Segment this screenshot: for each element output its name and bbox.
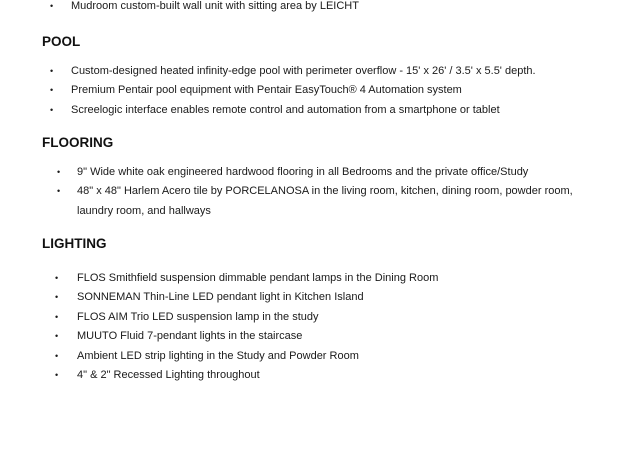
list-item xyxy=(50,101,536,120)
list-item-text: Custom-designed heated infinity-edge pool with perimeter overflow - 15' x 26' / 3.5' x 5.5' depth. xyxy=(71,65,536,77)
list-item xyxy=(50,81,536,100)
bullet-icon: • xyxy=(50,104,54,115)
section-heading-lighting: LIGHTING xyxy=(42,236,107,251)
bullet-icon: • xyxy=(55,350,59,361)
list-item-text: 9" Wide white oak engineered hardwood flooring in all Bedrooms and the private office/Study xyxy=(77,166,529,178)
list-item-text: FLOS Smithfield suspension dimmable pendant lamps in the Dining Room xyxy=(77,272,439,284)
list-item xyxy=(50,62,536,81)
section-heading-flooring: FLOORING xyxy=(42,135,114,150)
bullet-icon: • xyxy=(50,1,54,11)
list-item xyxy=(55,288,438,307)
list-item xyxy=(55,327,438,346)
lighting-list xyxy=(55,269,439,385)
list-item xyxy=(55,347,438,366)
list-item xyxy=(55,308,438,327)
flooring-list xyxy=(57,163,573,221)
list-item-text: FLOS AIM Trio LED suspension lamp in the study xyxy=(77,310,319,323)
bullet-icon: • xyxy=(50,85,54,96)
bullet-icon: • xyxy=(55,292,59,303)
bullet-icon: • xyxy=(55,370,59,381)
list-item-continuation xyxy=(77,202,573,221)
list-item xyxy=(57,163,573,182)
list-item-text: SONNEMAN Thin-Line LED pendant light in Kitchen Island xyxy=(77,291,364,304)
list-item xyxy=(55,366,438,385)
bullet-icon: • xyxy=(55,273,59,283)
pool-list xyxy=(50,62,536,120)
bullet-icon: • xyxy=(55,331,59,342)
bullet-icon: • xyxy=(57,186,61,197)
list-item-text: Premium Pentair pool equipment with Pentair EasyTouch® 4 Automation system xyxy=(71,84,462,97)
bullet-icon: • xyxy=(50,66,54,76)
mudroom-list xyxy=(50,0,359,16)
list-item xyxy=(57,182,573,201)
list-item-text: Mudroom custom-built wall unit with sitting area by LEICHT xyxy=(71,0,359,12)
list-item-text: laundry room, and hallways xyxy=(77,204,211,217)
bullet-icon: • xyxy=(55,311,59,322)
list-item-text: Screelogic interface enables remote control and automation from a smartphone or tablet xyxy=(71,103,500,116)
list-item xyxy=(55,269,439,288)
list-item-text: 4" & 2" Recessed Lighting throughout xyxy=(77,369,260,382)
section-heading-pool: POOL xyxy=(42,34,81,49)
bullet-icon: • xyxy=(57,167,61,177)
list-item-text: 48" x 48" Harlem Acero tile by PORCELANOSA in the living room, kitchen, dining room, powder room, xyxy=(77,185,573,198)
list-item-text: MUUTO Fluid 7-pendant lights in the staircase xyxy=(77,330,303,343)
list-item-text: Ambient LED strip lighting in the Study and Powder Room xyxy=(77,349,359,362)
list-item xyxy=(50,0,359,16)
